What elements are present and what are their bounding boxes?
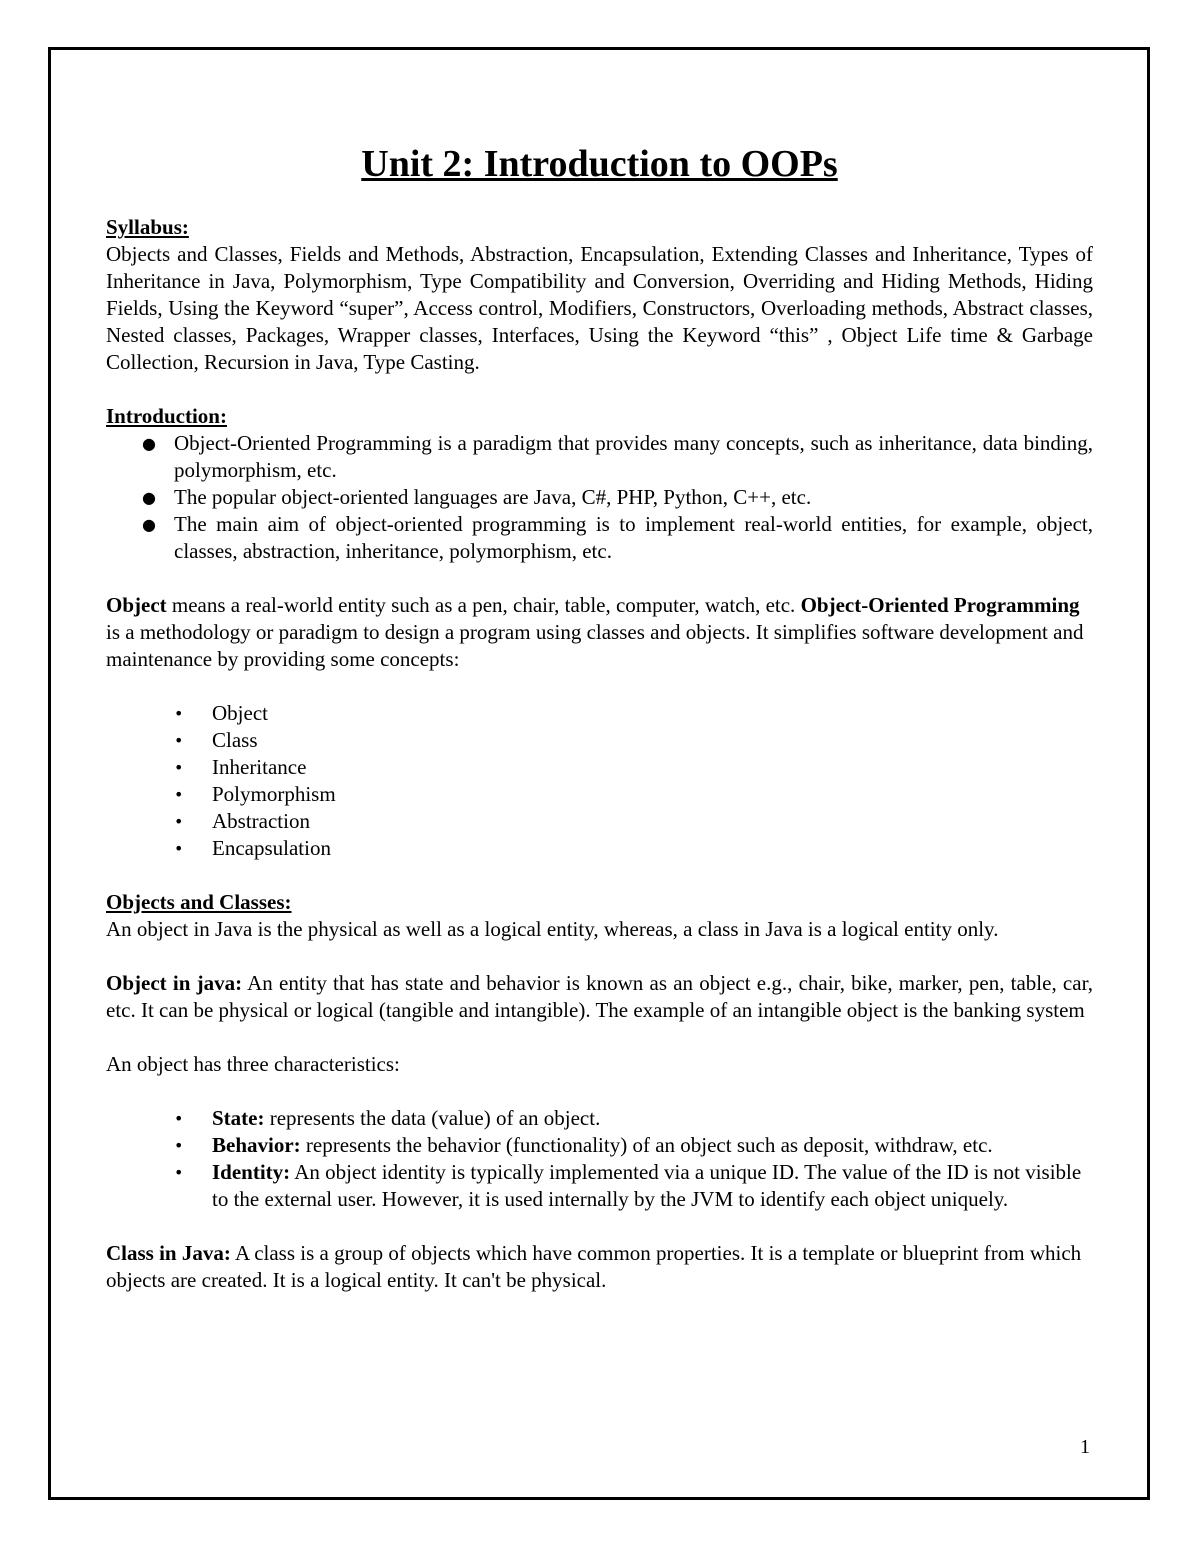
list-item [106, 835, 1093, 862]
spacer [106, 1213, 1093, 1240]
characteristics-intro: An object has three characteristics: [106, 1052, 400, 1076]
spacer [106, 1024, 1093, 1051]
list-item [106, 511, 1093, 565]
bullet-icon: • [174, 758, 184, 777]
characteristic-term: Behavior: [212, 1133, 301, 1157]
bullet-icon: • [174, 1109, 184, 1128]
concept-label: Encapsulation [212, 836, 331, 860]
bullet-icon: • [174, 812, 184, 831]
spacer [106, 376, 1093, 403]
concept-label: Inheritance [212, 755, 307, 779]
list-item [106, 727, 1093, 754]
object-in-java-paragraph [106, 970, 1093, 1024]
bullet-icon: • [174, 1136, 184, 1155]
list-item-text: The popular object-oriented languages are Java, C#, PHP, Python, C++, etc. [174, 485, 812, 509]
concept-label: Class [212, 728, 258, 752]
bullet-icon: ● [142, 488, 156, 507]
spacer [106, 1078, 1093, 1105]
term-object-in-java: Object in java: [106, 971, 243, 995]
spacer [106, 673, 1093, 700]
term-object: Object [106, 593, 167, 617]
concept-label: Polymorphism [212, 782, 336, 806]
object-in-java-text: An entity that has state and behavior is known as an object e.g., chair, bike, marker, pen, table, car, etc. It can be physical or logical (tangible and intangible). The example of an intangible object is the banking system [106, 971, 1093, 1022]
bullet-icon: • [174, 704, 184, 723]
bullet-icon: • [174, 785, 184, 804]
list-item [106, 484, 1093, 511]
characteristic-term: Identity: [212, 1160, 291, 1184]
class-in-java-paragraph [106, 1240, 1093, 1294]
document-content [106, 140, 1093, 1294]
syllabus-heading: Syllabus: [106, 215, 189, 239]
class-in-java-text: A class is a group of objects which have common properties. It is a template or blueprint from which objects are created. It is a logical entity. It can't be physical. [106, 1241, 1082, 1292]
characteristic-text: represents the behavior (functionality) of an object such as deposit, withdraw, etc. [300, 1133, 993, 1157]
characteristics-list [106, 1105, 1093, 1213]
introduction-list [106, 430, 1093, 565]
characteristic-term: State: [212, 1106, 265, 1130]
page-title: Unit 2: Introduction to OOPs [361, 143, 838, 185]
objects-and-classes-heading: Objects and Classes: [106, 890, 292, 914]
bullet-icon: ● [142, 515, 156, 534]
syllabus-text: Objects and Classes, Fields and Methods, Abstraction, Encapsulation, Extending Classes and Inheritance, Types of Inheritance in Java, Polymorphism, Type Compatibility and Conversion, Overriding and Hiding Methods, Hiding Fields, Using the Keyword “super”, Access control, Modifiers, Constructors, Overloading methods, Abstract classes, Nested classes, Packages, Wrapper classes, Interfaces, Using the Keyword “this” , Object Life time & Garbage Collection, Recursion in Java, Type Casting. [106, 242, 1093, 374]
list-item [106, 1159, 1093, 1213]
object-definition-paragraph [106, 592, 1093, 673]
introduction-heading: Introduction: [106, 404, 227, 428]
list-item-text: The main aim of object-oriented programming is to implement real-world entities, for example, object, classes, abstraction, inheritance, polymorphism, etc. [174, 512, 1093, 563]
spacer [106, 943, 1093, 970]
term-class-in-java: Class in Java: [106, 1241, 231, 1265]
concept-label: Abstraction [212, 809, 310, 833]
page-number: 1 [1080, 1436, 1090, 1458]
list-item [106, 808, 1093, 835]
list-item [106, 754, 1093, 781]
object-definition-text: means a real-world entity such as a pen, chair, table, computer, watch, etc. [166, 593, 801, 617]
list-item [106, 1105, 1093, 1132]
list-item-text: Object-Oriented Programming is a paradigm that provides many concepts, such as inheritance, data binding, polymorphism, etc. [174, 431, 1093, 482]
bullet-icon: • [174, 839, 184, 858]
list-item [106, 430, 1093, 484]
characteristic-text: represents the data (value) of an object. [264, 1106, 601, 1130]
concept-label: Object [212, 701, 268, 725]
spacer [106, 565, 1093, 592]
list-item [106, 700, 1093, 727]
spacer [106, 862, 1093, 889]
bullet-icon: • [174, 1163, 184, 1182]
bullet-icon: • [174, 731, 184, 750]
list-item [106, 781, 1093, 808]
concepts-list [106, 700, 1093, 862]
list-item [106, 1132, 1093, 1159]
oop-definition-text: is a methodology or paradigm to design a program using classes and objects. It simplifies software development and maintenance by providing some concepts: [106, 620, 1084, 671]
objects-and-classes-text: An object in Java is the physical as well as a logical entity, whereas, a class in Java is a logical entity only. [106, 917, 999, 941]
characteristic-text: An object identity is typically implemented via a unique ID. The value of the ID is not visible to the external user. However, it is used internally by the JVM to identify each object uniquely. [212, 1160, 1082, 1211]
bullet-icon: ● [142, 434, 156, 453]
term-oop: Object-Oriented Programming [800, 593, 1080, 617]
